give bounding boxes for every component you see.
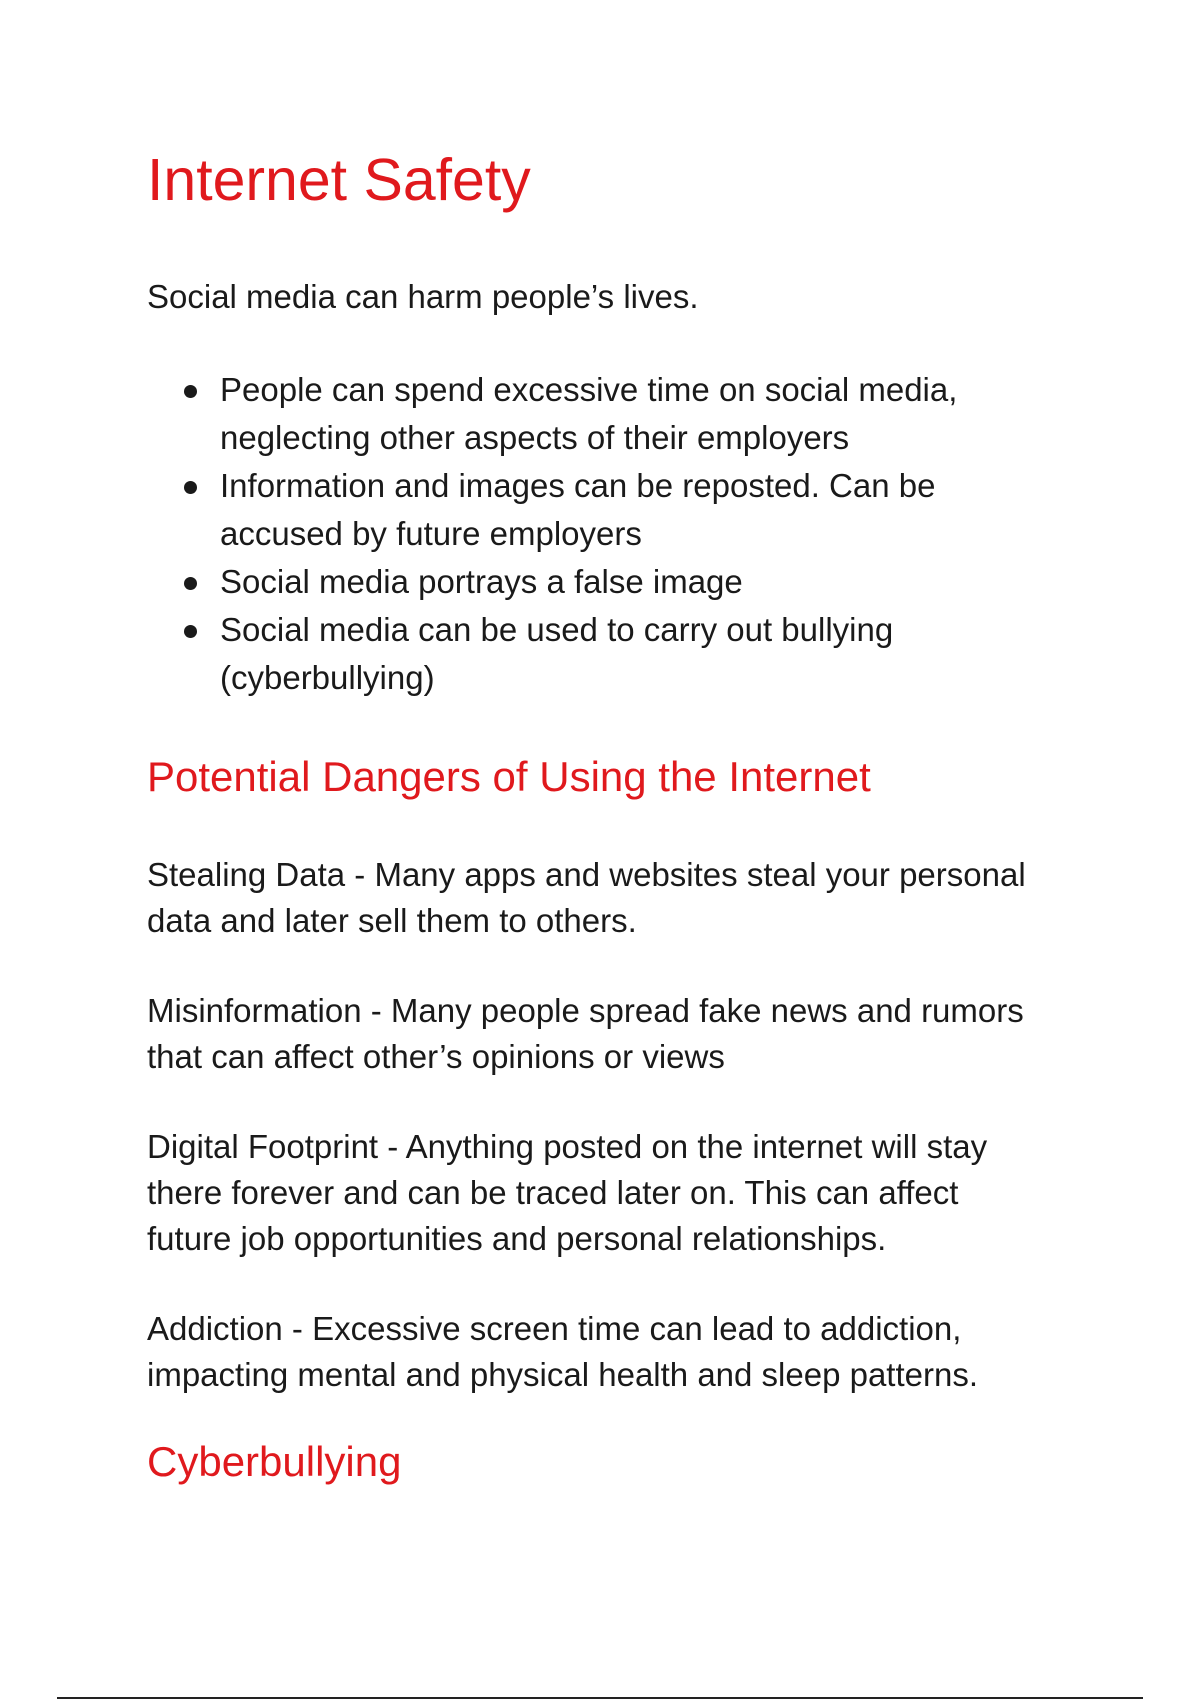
list-item (147, 462, 1017, 558)
list-item (147, 366, 1017, 462)
bullet-icon (184, 625, 197, 638)
intro-paragraph: Social media can harm people’s lives. (147, 278, 699, 315)
page-title: Internet Safety (147, 147, 531, 213)
danger-paragraph: Digital Footprint - Anything posted on the internet will stay there forever and can be traced later on. This can affect future job opportunities and personal relationships. (147, 1128, 988, 1257)
bullet-list (147, 366, 1017, 702)
danger-paragraph: Addiction - Excessive screen time can lead to addiction, impacting mental and physical health and sleep patterns. (147, 1310, 979, 1393)
document-content (147, 140, 1047, 1492)
list-item-text: People can spend excessive time on social media, neglecting other aspects of their employers (220, 371, 958, 456)
list-item-text: Social media can be used to carry out bullying (cyberbullying) (220, 611, 894, 696)
list-item (147, 558, 1017, 606)
danger-paragraph: Stealing Data - Many apps and websites steal your personal data and later sell them to others. (147, 856, 1026, 939)
danger-paragraph: Misinformation - Many people spread fake news and rumors that can affect other’s opinions or views (147, 992, 1024, 1075)
bullet-icon (184, 385, 197, 398)
bullet-icon (184, 481, 197, 494)
bullet-icon (184, 577, 197, 590)
list-item-text: Information and images can be reposted. Can be accused by future employers (220, 467, 936, 552)
dangers-heading: Potential Dangers of Using the Internet (147, 753, 871, 800)
list-item (147, 606, 1017, 702)
cyberbullying-heading: Cyberbullying (147, 1438, 402, 1485)
page-bottom-divider (57, 1697, 1143, 1699)
list-item-text: Social media portrays a false image (220, 563, 743, 600)
